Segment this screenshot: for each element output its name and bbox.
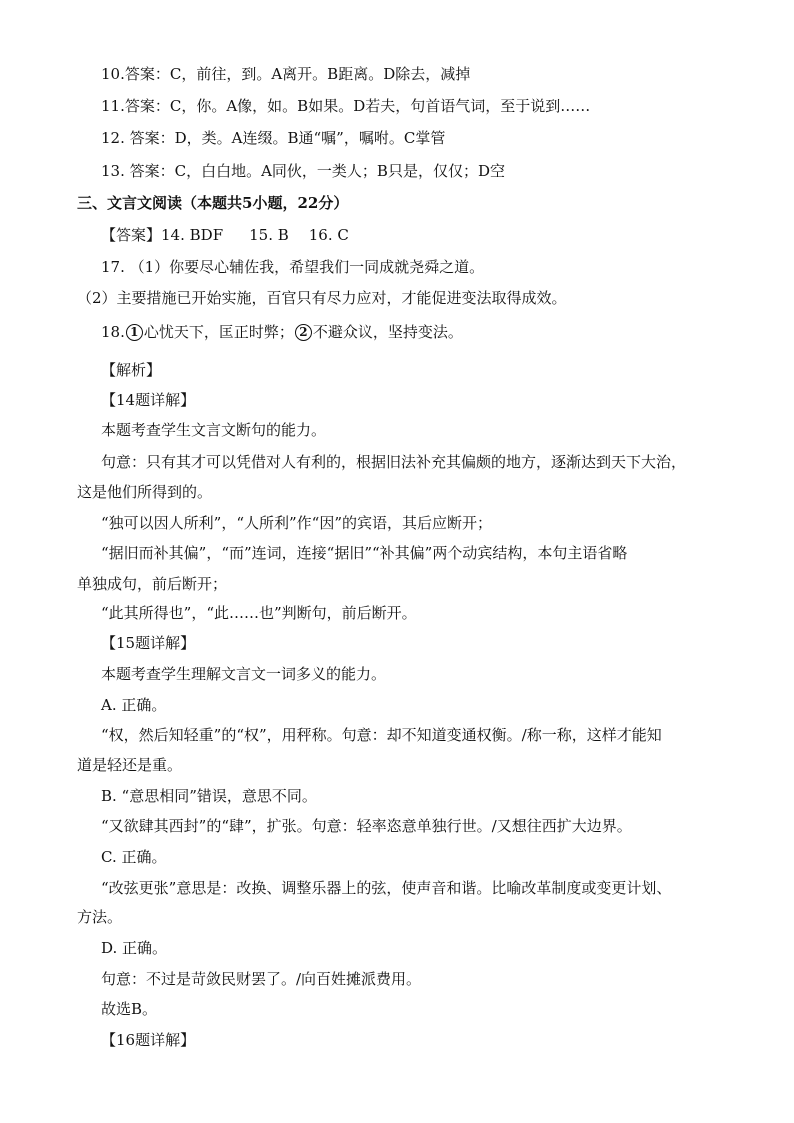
q15-option-b-label: B. “意思相同”错误，意思不同。 [101, 787, 317, 805]
q15-skill: 本题考查学生理解文言文一词多义的能力。 [101, 665, 387, 683]
q15-conclusion: 故选B。 [101, 1000, 158, 1018]
section-3-heading: 三、文言文阅读（本题共5小题，22分） [77, 194, 349, 212]
answer-18-point-2: 不避众议，坚持变法。 [312, 323, 463, 341]
answer-13: 13. 答案：C，白白地。A同伙，一类人；B只是，仅仅；D空 [101, 162, 505, 180]
q15-option-a-line-2: 道是轻还是重。 [77, 756, 183, 774]
answer-17-part-1: 17. （1）你要尽心辅佐我，希望我们一同成就尧舜之道。 [101, 258, 485, 276]
circled-number-1: 1 [126, 324, 143, 341]
q14-skill: 本题考查学生文言文断句的能力。 [101, 421, 327, 439]
q14-point-1: “独可以因人所利”，“人所利”作“因”的宾语，其后应断开； [101, 514, 493, 532]
q14-title: 【14题详解】 [101, 391, 196, 409]
answer-11: 11.答案：C，你。A像，如。B如果。D若夫，句首语气词，至于说到…… [101, 97, 591, 115]
answer-16: 16. C [308, 226, 349, 244]
q15-option-c-line-1: “改弦更张”意思是：改换、调整乐器上的弦，使声音和谐。比喻改革制度或变更计划、 [101, 879, 672, 897]
q14-point-2-line-1: “据旧而补其偏”，“而”连词，连接“据旧”“补其偏”两个动宾结构，本句主语省略 [101, 544, 628, 562]
answer-14: 14. BDF [161, 226, 224, 244]
q14-point-2-line-2: 单独成句，前后断开； [77, 575, 228, 593]
q15-title: 【15题详解】 [101, 634, 196, 652]
q15-option-d-label: D. 正确。 [101, 939, 168, 957]
circled-number-2: 2 [295, 324, 312, 341]
answer-row [101, 225, 349, 245]
q15-option-c-label: C. 正确。 [101, 848, 167, 866]
answer-18-prefix: 18. [101, 323, 125, 341]
answer-18-point-1: 心忧天下，匡正时弊； [143, 323, 294, 341]
analysis-label: 【解析】 [101, 361, 162, 379]
q14-meaning-line-2: 这是他们所得到的。 [77, 483, 213, 501]
q15-option-c-line-2: 方法。 [77, 908, 123, 926]
q15-option-d-text: 句意：不过是苛敛民财罢了。/向百姓摊派费用。 [101, 970, 422, 988]
q14-point-3: “此其所得也”，“此……也”判断句，前后断开。 [101, 604, 417, 622]
q14-meaning-line-1: 句意：只有其才可以凭借对人有利的，根据旧法补充其偏颇的地方，逐渐达到天下大治， [101, 453, 687, 471]
answer-10: 10.答案：C，前往，到。A离开。B距离。D除去，减掉 [101, 65, 471, 83]
q15-option-b-text: “又欲肆其西封”的“肆”，扩张。句意：轻率恣意单独行世。/又想往西扩大边界。 [101, 817, 632, 835]
answer-15: 15. B [249, 226, 289, 244]
answer-17-part-2: （2）主要措施已开始实施，百官只有尽力应对，才能促进变法取得成效。 [77, 289, 567, 307]
q16-title: 【16题详解】 [101, 1031, 196, 1049]
q15-option-a-line-1: “权，然后知轻重”的“权”，用秤称。句意：却不知道变通权衡。/称一称，这样才能知 [101, 726, 662, 744]
answer-label: 【答案】 [101, 226, 162, 244]
q15-option-a-label: A. 正确。 [101, 696, 167, 714]
answer-12: 12. 答案：D，类。A连缀。B通“嘱”，嘱咐。C掌管 [101, 129, 446, 147]
answer-18 [101, 322, 463, 342]
